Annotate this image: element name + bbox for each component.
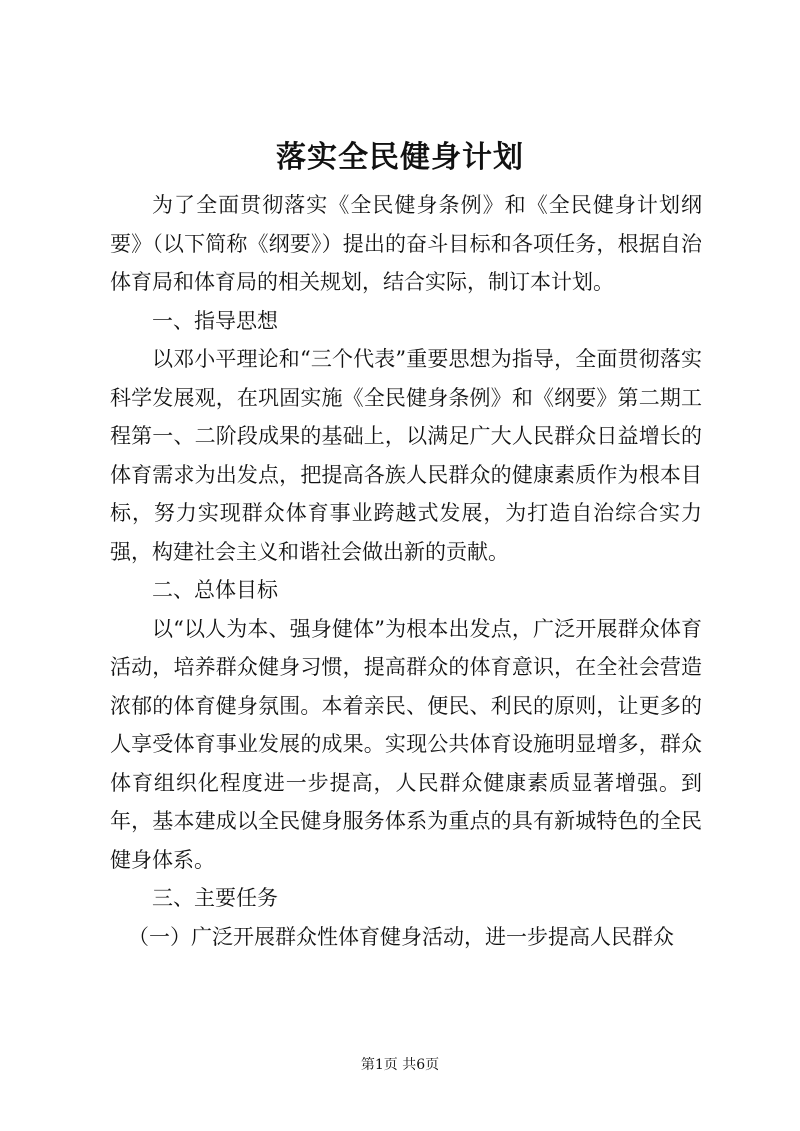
overall-goal-paragraph: 以“以人为本、强身健体”为根本出发点，广泛开展群众体育活动，培养群众健身习惯，提高群众的体育意识，在全社会营造浓郁的体育健身氛围。本着亲民、便民、利民的原则，让更多的人享受体育事业发展的成果。实现公共体育设施明显增多，群众体育组织化程度进一步提高，人民群众健康素质显著增强。到年，基本建成以全民健身服务体系为重点的具有新城特色的全民健身体系。: [110, 616, 702, 872]
main-tasks-paragraph: （一）广泛开展群众性体育健身活动，进一步提高人民群众: [128, 924, 674, 949]
document-body: [110, 186, 702, 956]
section-heading-overall-goal: 二、总体目标: [152, 578, 278, 602]
document-title: 落实全民健身计划: [276, 140, 524, 175]
intro-paragraph: 为了全面贯彻落实《全民健身条例》和《全民健身计划纲要》（以下简称《纲要》）提出的奋斗目标和各项任务，根据自治体育局和体育局的相关规划，结合实际，制订本计划。: [110, 193, 702, 294]
section-heading-main-tasks: 三、主要任务: [152, 886, 278, 910]
guiding-ideology-paragraph: 以邓小平理论和“三个代表”重要思想为指导，全面贯彻落实科学发展观，在巩固实施《全民健身条例》和《纲要》第二期工程第一、二阶段成果的基础上，以满足广大人民群众日益增长的体育需求为出发点，把提高各族人民群众的健康素质作为根本目标，努力实现群众体育事业跨越式发展，为打造自治综合实力强，构建社会主义和谐社会做出新的贡献。: [110, 347, 702, 564]
section-heading-guiding-ideology: 一、指导思想: [152, 308, 278, 333]
page-number-footer: 第1页 共6页: [360, 1057, 440, 1073]
